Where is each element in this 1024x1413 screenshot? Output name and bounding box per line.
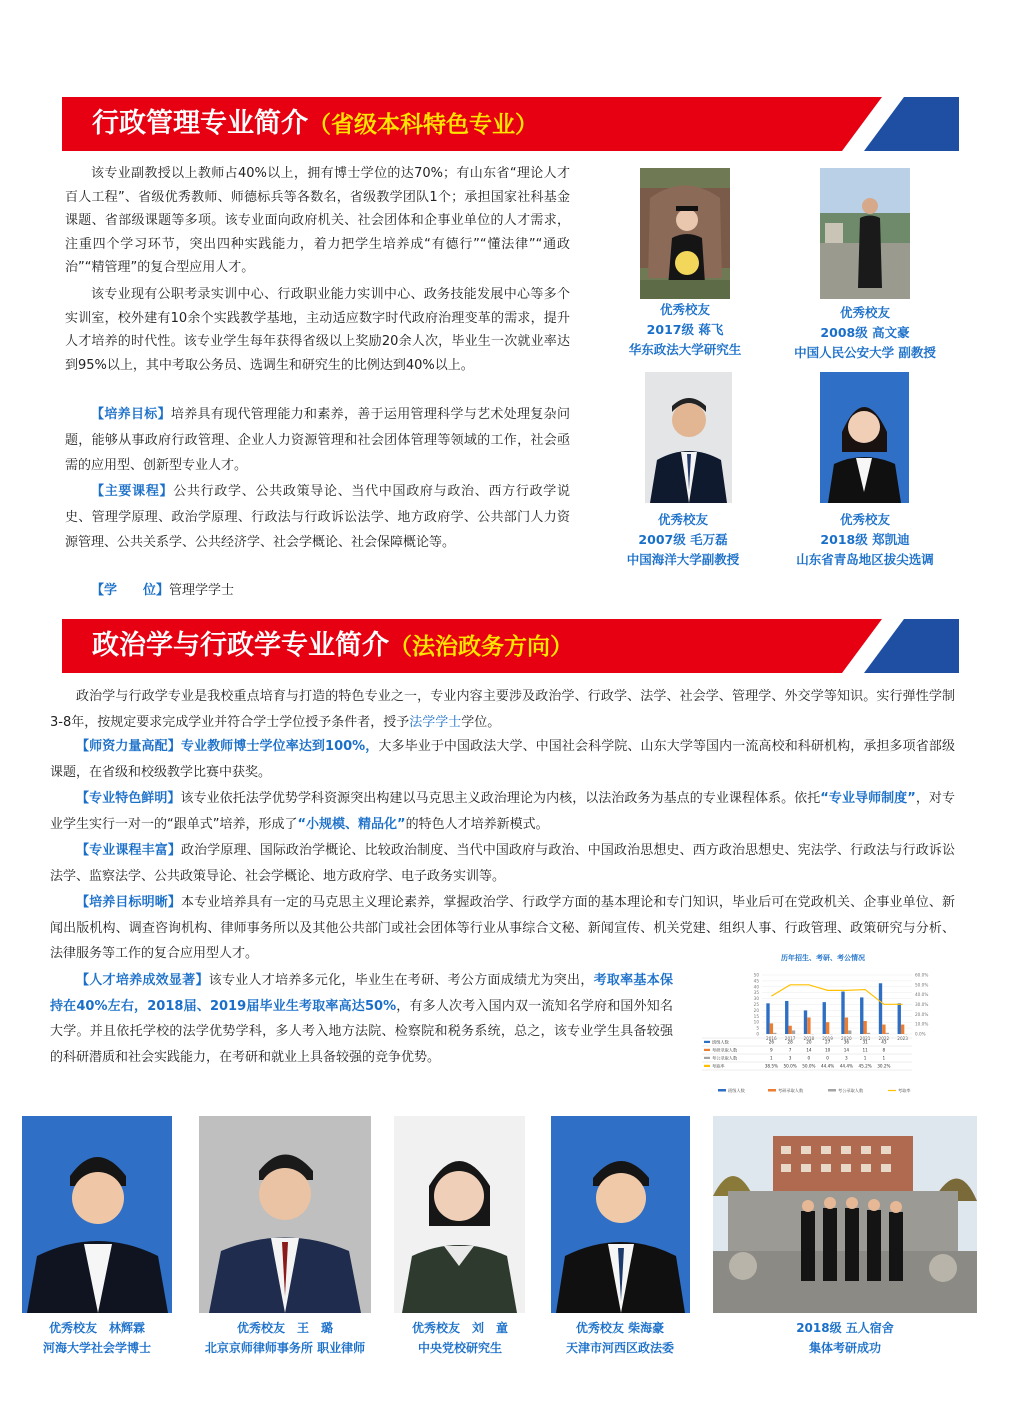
alumni-photo-chaihaihao xyxy=(551,1116,690,1313)
chart-table-cell: 27 xyxy=(824,1039,831,1045)
chart-table-cell: 3 xyxy=(845,1055,848,1061)
chart-x-tick: 2017 xyxy=(784,1036,796,1041)
chart-y-tick: 45 xyxy=(753,978,759,984)
chart-x-tick: 2022 xyxy=(878,1036,890,1041)
chart-bar xyxy=(792,1030,795,1034)
chart-table-cell: 1 xyxy=(882,1055,886,1061)
chart-y-tick: 0 xyxy=(756,1031,759,1037)
chart-table-row-label: 考研录取人数 xyxy=(712,1047,738,1053)
section1-subtitle: （省级本科特色专业） xyxy=(308,112,538,138)
section2-features: 【专业特色鲜明】该专业依托法学优势学科资源突出构建以马克思主义政治理论为内核，以法治政务为基点的专业课程体系。依托“专业导师制度”，对专业学生实行一对一的“跟单式”培养，形成了“小规模、精品化”的特色人才培养新模式。 xyxy=(50,791,955,832)
chart-y-tick: 15 xyxy=(753,1013,759,1019)
chart-bar xyxy=(785,1001,788,1034)
alumni-caption-maowanlei: 优秀校友 2007级 毛万磊 中国海洋大学副教授 xyxy=(626,512,740,567)
section1-courses: 【主要课程】公共行政学、公共政策导论、当代中国政府与政治、西方行政学说史、管理学原理、政治学原理、行政法与行政诉讼法学、地方政府学、公共部门人力资源管理、公共关系学、公共经济学、社会学概论、社会保障概论等。 xyxy=(65,484,570,551)
section1-title: 行政管理专业简介（省级本科特色专业） xyxy=(92,108,538,139)
section2-faculty: 【师资力量高配】专业教师博士学位率达到100%，大多毕业于中国政法大学、中国社会科学院、山东大学等国内一流高校和科研机构，承担多项省部级课题，在省级和校级教学比赛中获奖。 xyxy=(50,739,955,780)
alumni-photo-zhengkaidi xyxy=(820,372,909,503)
chart-x-tick: 2018 xyxy=(803,1036,815,1041)
chart-table-cell: 8 xyxy=(882,1047,886,1053)
chart-bar xyxy=(807,1017,810,1034)
section1-banner xyxy=(62,97,959,151)
chart-y-tick: 5 xyxy=(756,1025,759,1031)
chart-x-tick: 2019 xyxy=(822,1036,833,1041)
chart-x-tick: 2016 xyxy=(766,1036,777,1041)
chart-table-cell: 14 xyxy=(843,1047,850,1053)
chart-y-tick: 40 xyxy=(753,984,759,990)
dorm-group-photo xyxy=(713,1116,977,1313)
chart-x-tick: 2020 xyxy=(841,1036,852,1041)
chart-y-tick: 20 xyxy=(753,1007,759,1013)
chart-y2-tick: 30.0% xyxy=(915,1002,929,1007)
chart-table-cell: 44.4% xyxy=(839,1063,854,1069)
alumni-caption-jiangfei: 优秀校友 2017级 蒋飞 华东政法大学研究生 xyxy=(628,302,742,357)
chart-y2-tick: 10.0% xyxy=(915,1021,929,1027)
chart-legend-label: 考研录取人数 xyxy=(778,1088,804,1093)
chart-x-tick: 2023 xyxy=(897,1036,908,1041)
chart-bar xyxy=(804,1010,807,1034)
alumni-caption-chaihaihao: 优秀校友 柴海豪 天津市河西区政法委 xyxy=(565,1321,674,1355)
section2-banner xyxy=(62,619,959,673)
admission-chart xyxy=(698,950,948,1100)
chart-bar xyxy=(823,1002,826,1034)
section1-paragraph-2: 该专业现有公职考录实训中心、行政职业能力实训中心、政务技能发展中心等多个实训室，校外建有10余个实践教学基地，主动适应数字时代政府治理变革的需求，提升人才培养的时代性。该专业学生每年获得省级以上奖励20余人次，毕业生一次就业率达到95%以上，其中考取公务员、选调生和研究生的比例达到40%以上。 xyxy=(65,287,570,373)
chart-bar xyxy=(860,997,863,1034)
chart-bar xyxy=(826,1022,829,1034)
chart-table-row-label: 考取率 xyxy=(712,1063,725,1069)
chart-table-cell: 44.4% xyxy=(820,1063,835,1069)
alumni-caption-linhuilin: 优秀校友 林辉霖 河海大学社会学博士 xyxy=(42,1321,151,1355)
chart-bar xyxy=(841,992,844,1034)
section2-subtitle: （法治政务方向） xyxy=(389,634,573,660)
alumni-caption-gaowenhao: 优秀校友 2008级 高文豪 中国人民公安大学 副教授 xyxy=(794,305,936,360)
chart-y-tick: 50 xyxy=(753,972,759,978)
section2-intro: 政治学与行政学专业是我校重点培育与打造的特色专业之一，专业内容主要涉及政治学、行政学、法学、社会学、管理学、外交学等知识。实行弹性学制3-8年，按规定要求完成学业并符合学士学位授予条件者，授予法学学士学位。 xyxy=(50,689,955,730)
chart-table-cell: 14 xyxy=(806,1047,812,1053)
chart-table-cell: 31 xyxy=(862,1039,868,1045)
chart-legend-key xyxy=(768,1089,776,1092)
alumni-photo-maowanlei xyxy=(645,372,732,503)
chart-y2-tick: 60.0% xyxy=(915,972,929,978)
chart-table-cell: 43 xyxy=(881,1039,887,1045)
chart-table-cell: 9 xyxy=(770,1047,773,1053)
chart-bar xyxy=(898,1003,901,1034)
alumni-caption-zhengkaidi: 优秀校友 2018级 郑凯迪 山东省青岛地区拔尖选调 xyxy=(796,512,934,567)
chart-y-tick: 35 xyxy=(753,990,759,996)
chart-legend-key xyxy=(718,1089,726,1092)
dorm-group-caption: 2018级 五人宿舍 集体考研成功 xyxy=(796,1321,894,1355)
chart-table-cell: 1 xyxy=(770,1055,773,1061)
chart-table-cell: 28 xyxy=(787,1039,793,1045)
chart-bar xyxy=(788,1026,791,1034)
chart-table-row-label: 考公录取人数 xyxy=(712,1055,738,1061)
chart-table-key xyxy=(704,1041,710,1043)
chart-legend-label: 考取率 xyxy=(898,1088,911,1093)
chart-table-cell: 36 xyxy=(843,1039,850,1045)
chart-bar xyxy=(882,1025,885,1034)
chart-bar xyxy=(848,1030,851,1034)
chart-x-tick: 2021 xyxy=(859,1036,871,1041)
section2-outcomes: 【人才培养成效显著】该专业人才培养多元化，毕业生在考研、考公方面成绩尤为突出，考取率基本保持在40%左右，2018届、2019届毕业生考取率高达50%，有多人次考入国内双一流知名学府和国外知名大学。并且依托学校的法学优势学科，多人考入地方法院、检察院和税务系统，总之，该专业学生具备较强的科研潜质和社会实践能力，在考研和就业上具备较强的竞争优势。 xyxy=(50,973,673,1065)
chart-table-cell: 20 xyxy=(806,1039,812,1045)
chart-table-key xyxy=(704,1049,710,1051)
chart-legend-key xyxy=(828,1089,836,1092)
alumni-photo-jiangfei xyxy=(640,168,730,299)
chart-legend-label: 班级人数 xyxy=(728,1088,745,1093)
chart-bar xyxy=(770,1023,773,1034)
chart-table-cell: 30.2% xyxy=(877,1063,891,1069)
chart-table-cell: 7 xyxy=(788,1047,792,1053)
chart-table-cell: 1 xyxy=(863,1055,867,1061)
section2-title: 政治学与行政学专业简介（法治政务方向） xyxy=(92,630,573,661)
chart-line-rate xyxy=(771,985,902,1004)
chart-table-cell: 10 xyxy=(824,1047,831,1053)
alumni-photo-gaowenhao xyxy=(820,168,910,299)
chart-table-cell: 38.5% xyxy=(764,1063,779,1069)
chart-y-tick: 10 xyxy=(753,1019,759,1025)
chart-table-cell: 50.0% xyxy=(783,1063,797,1069)
chart-table-cell: 11 xyxy=(862,1047,868,1053)
chart-bar xyxy=(773,1033,776,1034)
alumni-photo-wanglu xyxy=(199,1116,371,1313)
chart-table-cell: 0 xyxy=(807,1055,811,1061)
chart-y2-tick: 20.0% xyxy=(915,1011,929,1017)
chart-table-key xyxy=(704,1065,710,1067)
chart-table-cell: 45.2% xyxy=(858,1063,872,1069)
section1-degree: 【学 位】管理学学士 xyxy=(91,583,235,598)
chart-bar xyxy=(901,1025,904,1034)
alumni-photo-liutong xyxy=(394,1116,525,1313)
chart-bar xyxy=(766,1003,769,1034)
chart-bar xyxy=(879,983,882,1034)
section2-goal: 【培养目标明晰】本专业培养具有一定的马克思主义理论素养，掌握政治学、行政学方面的基本理论和专门知识，毕业后可在党政机关、企事业单位、新闻出版机构、调查咨询机构、律师事务所以及其他公共部门或社会团体等行业从事综合文秘、新闻宣传、机关党建、组织人事、行政管理、政策研究与分析、法律服务等工作的复合应用型人才。 xyxy=(50,895,955,962)
chart-legend-label: 考公录取人数 xyxy=(838,1088,864,1093)
section1-paragraph-1: 该专业副教授以上教师占40%以上，拥有博士学位的达70%；有山东省“理论人才百人工程”、省级优秀教师、师德标兵等各数名，省级教学团队1个；承担国家社科基金课题、省部级课题等多项。该专业面向政府机关、社会团体和企事业单位的人才需求，注重四个学习环节，突出四种实践能力，着力把学生培养成“有德行”“懂法律”“通政治”“精管理”的复合型应用人才。 xyxy=(65,166,570,276)
chart-y2-tick: 50.0% xyxy=(915,982,929,988)
chart-table-row-label: 班级人数 xyxy=(712,1039,729,1045)
chart-y-tick: 30 xyxy=(753,996,759,1002)
chart-y2-tick: 0.0% xyxy=(915,1031,926,1037)
chart-table-cell: 0 xyxy=(826,1055,829,1061)
section1-goal: 【培养目标】培养具有现代管理能力和素养，善于运用管理科学与艺术处理复杂问题，能够从事政府行政管理、企业人力资源管理和社会团体管理等领域的工作，社会亟需的应用型、创新型专业人才。 xyxy=(65,407,570,474)
section2-courses: 【专业课程丰富】政治学原理、国际政治学概论、比较政治制度、当代中国政府与政治、中国政治思想史、西方政治思想史、宪法学、行政法与行政诉讼法学、监察法学、公共政策导论、社会学概论、地方政府学、电子政务实训等。 xyxy=(50,843,955,884)
chart-bar xyxy=(863,1021,866,1034)
chart-table-cell: 50.0% xyxy=(802,1063,816,1069)
chart-table-cell: 3 xyxy=(788,1055,792,1061)
alumni-caption-wanglu: 优秀校友 王 璐 北京京师律师事务所 职业律师 xyxy=(204,1321,366,1355)
chart-table-key xyxy=(704,1057,710,1059)
chart-table-cell: 26 xyxy=(768,1039,775,1045)
alumni-photo-linhuilin xyxy=(22,1116,172,1313)
chart-bar xyxy=(867,1033,870,1034)
alumni-caption-liutong: 优秀校友 刘 童 中央党校研究生 xyxy=(411,1321,508,1355)
chart-title: 历年招生、考研、考公情况 xyxy=(781,954,865,962)
admission-chart-svg xyxy=(698,950,948,1100)
chart-y2-tick: 40.0% xyxy=(915,992,929,998)
chart-y-tick: 25 xyxy=(753,1002,759,1007)
chart-bar xyxy=(886,1033,889,1034)
chart-bar xyxy=(845,1017,848,1034)
